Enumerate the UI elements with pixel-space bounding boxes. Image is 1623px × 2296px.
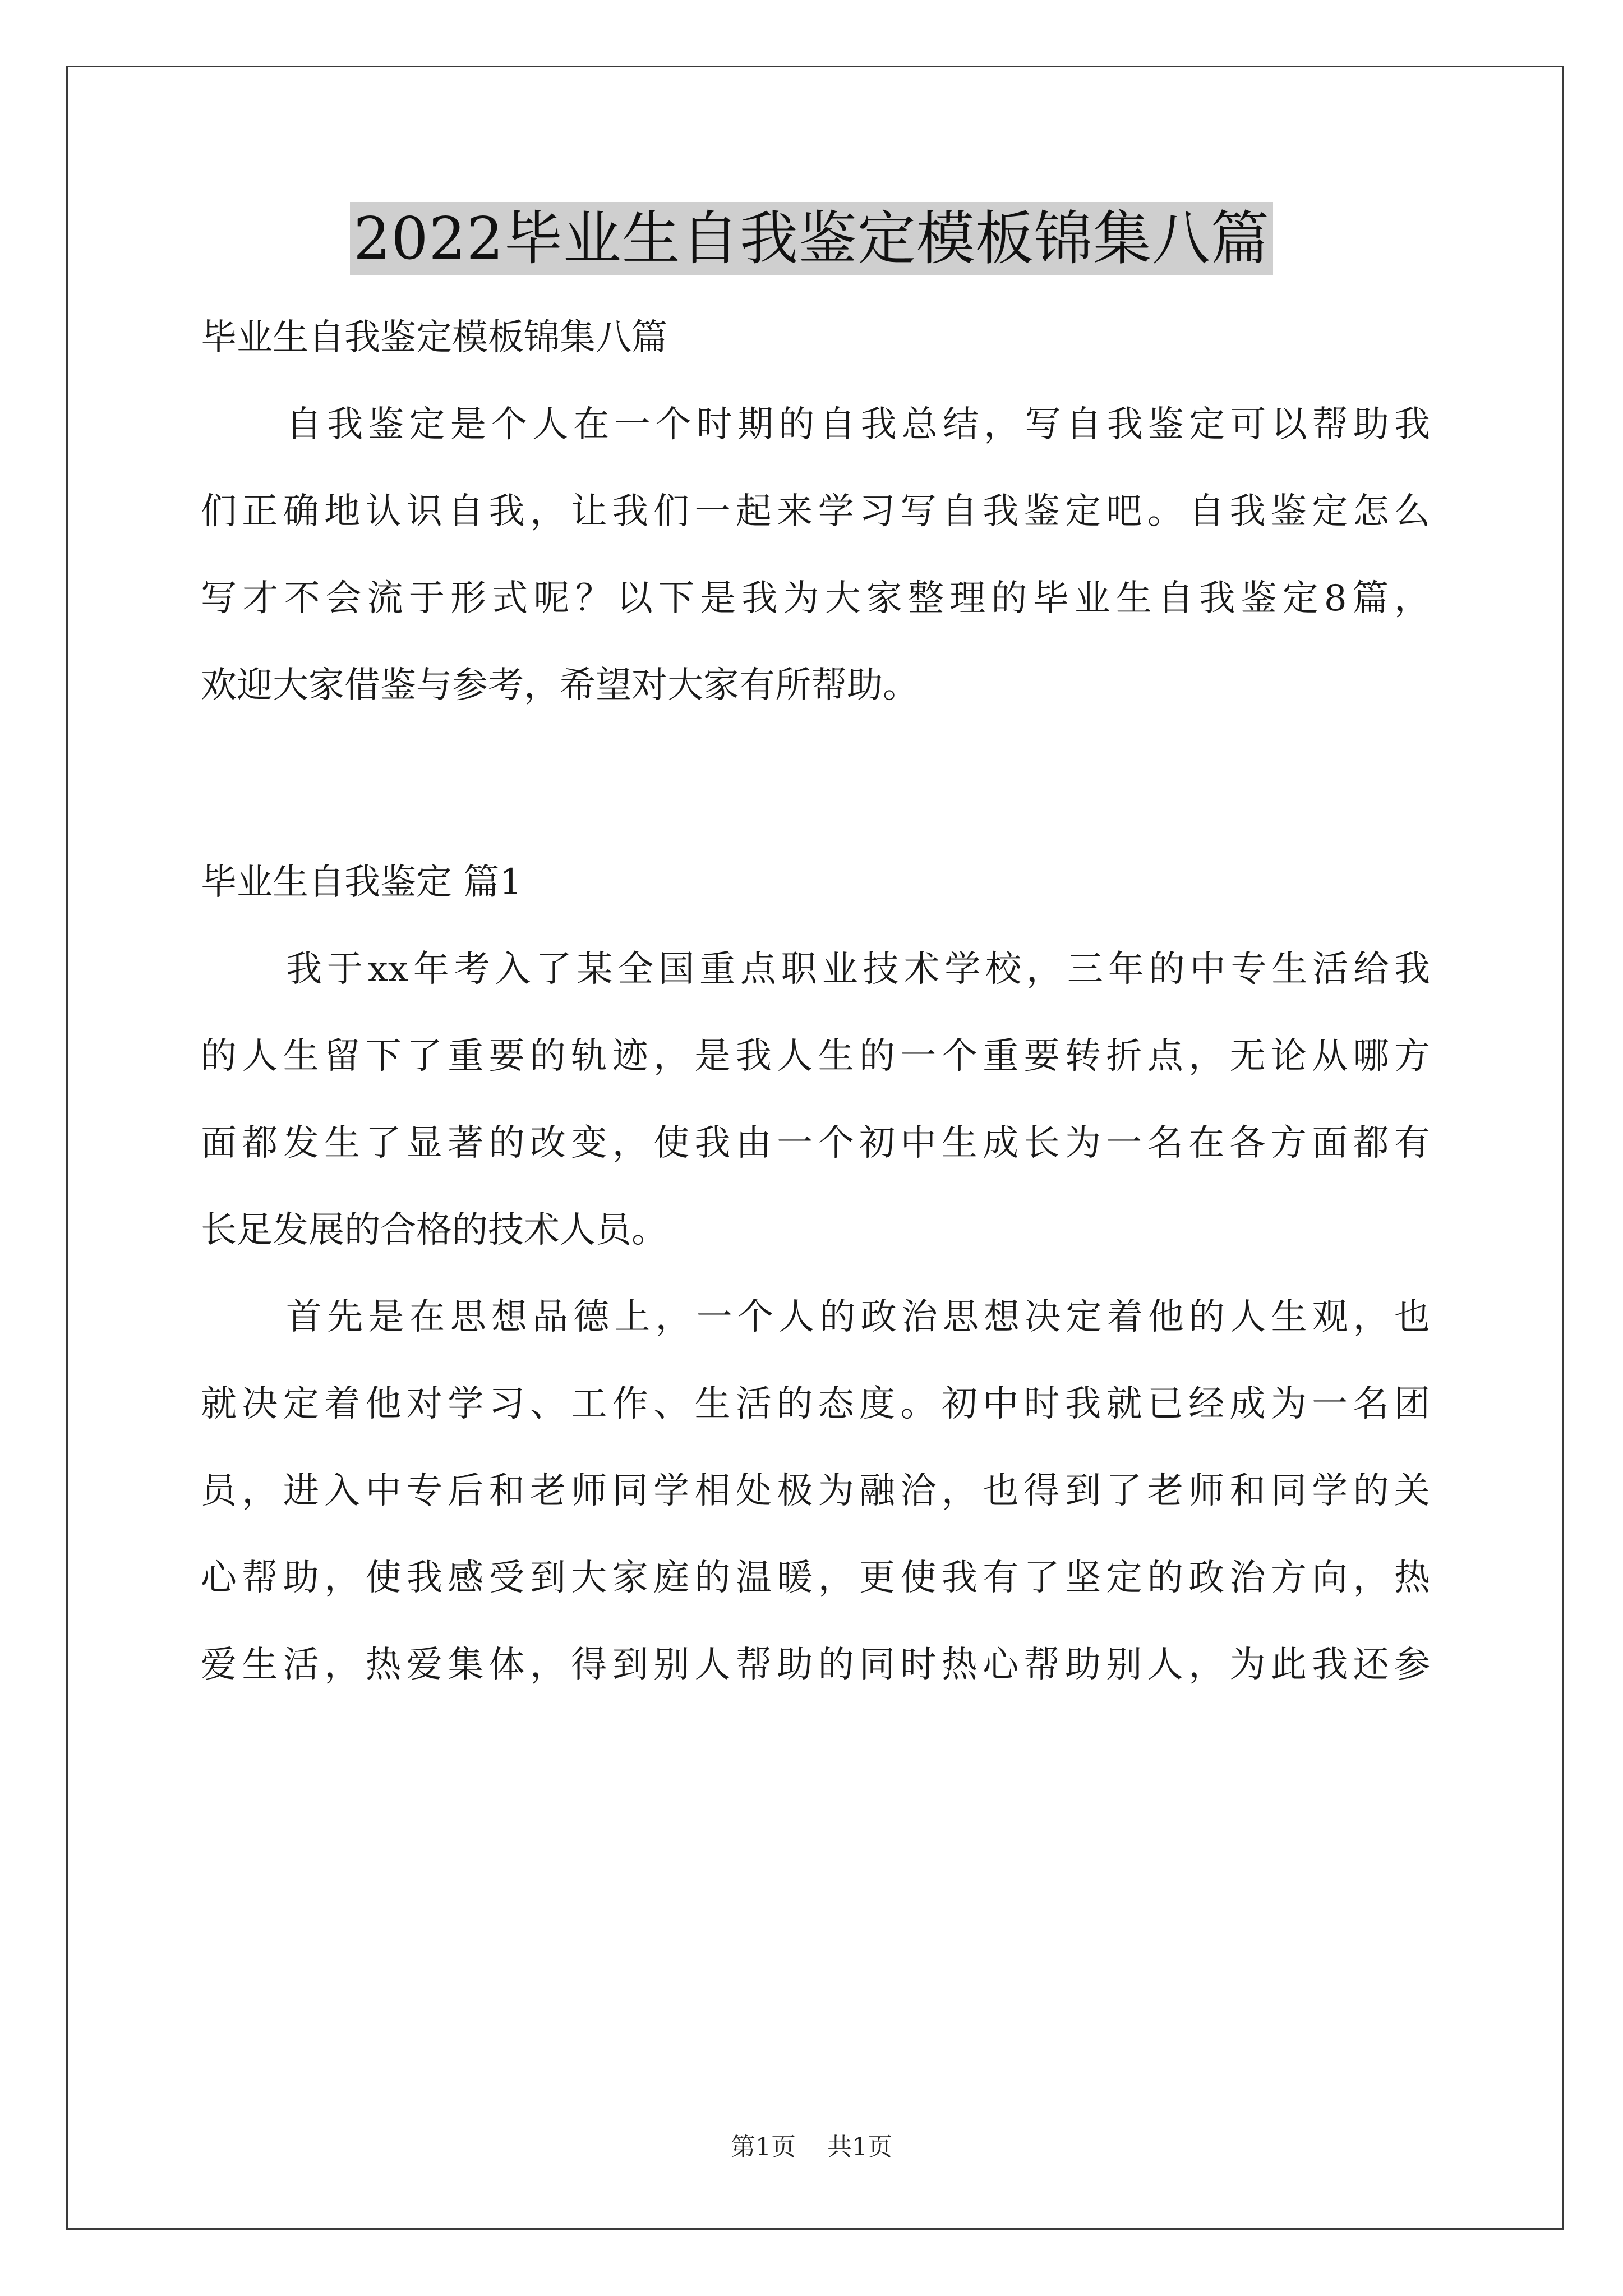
section-heading: 毕业生自我鉴定 篇1: [201, 862, 523, 903]
document-title: 2022毕业生自我鉴定模板锦集八篇: [350, 202, 1273, 275]
paragraph-line: 首先是在思想品德上，一个人的政治思想决定着他的人生观，也: [286, 1296, 1430, 1338]
paragraph-line: 面都发生了显著的改变，使我由一个初中生成长为一名在各方面都有: [201, 1122, 1430, 1164]
intro-line: 们正确地认识自我，让我们一起来学习写自我鉴定吧。自我鉴定怎么: [201, 491, 1430, 532]
paragraph-line: 员，进入中专后和老师同学相处极为融洽，也得到了老师和同学的关: [201, 1470, 1430, 1512]
section-gap: [201, 740, 1430, 850]
title-container: [0, 202, 1623, 275]
document-subtitle: 毕业生自我鉴定模板锦集八篇: [201, 317, 667, 358]
intro-line: 欢迎大家借鉴与参考，希望对大家有所帮助。: [201, 665, 919, 706]
intro-line: 写才不会流于形式呢？以下是我为大家整理的毕业生自我鉴定8篇，: [201, 578, 1430, 619]
paragraph-line: 的人生留下了重要的轨迹，是我人生的一个重要转折点，无论从哪方: [201, 1036, 1430, 1077]
paragraph-line: 长足发展的合格的技术人员。: [201, 1209, 667, 1251]
paragraph-line: 爱生活，热爱集体，得到别人帮助的同时热心帮助别人，为此我还参: [201, 1644, 1430, 1686]
paragraph-line: 心帮助，使我感受到大家庭的温暖，更使我有了坚定的政治方向，热: [201, 1557, 1430, 1599]
page-footer: 第1页 共1页: [731, 2133, 892, 2161]
paragraph-line: 就决定着他对学习、工作、生活的态度。初中时我就已经成为一名团: [201, 1383, 1430, 1425]
intro-line: 自我鉴定是个人在一个时期的自我总结，写自我鉴定可以帮助我: [286, 404, 1430, 445]
paragraph-line: 我于xx年考入了某全国重点职业技术学校，三年的中专生活给我: [286, 949, 1430, 990]
document-body: [201, 306, 1430, 1720]
